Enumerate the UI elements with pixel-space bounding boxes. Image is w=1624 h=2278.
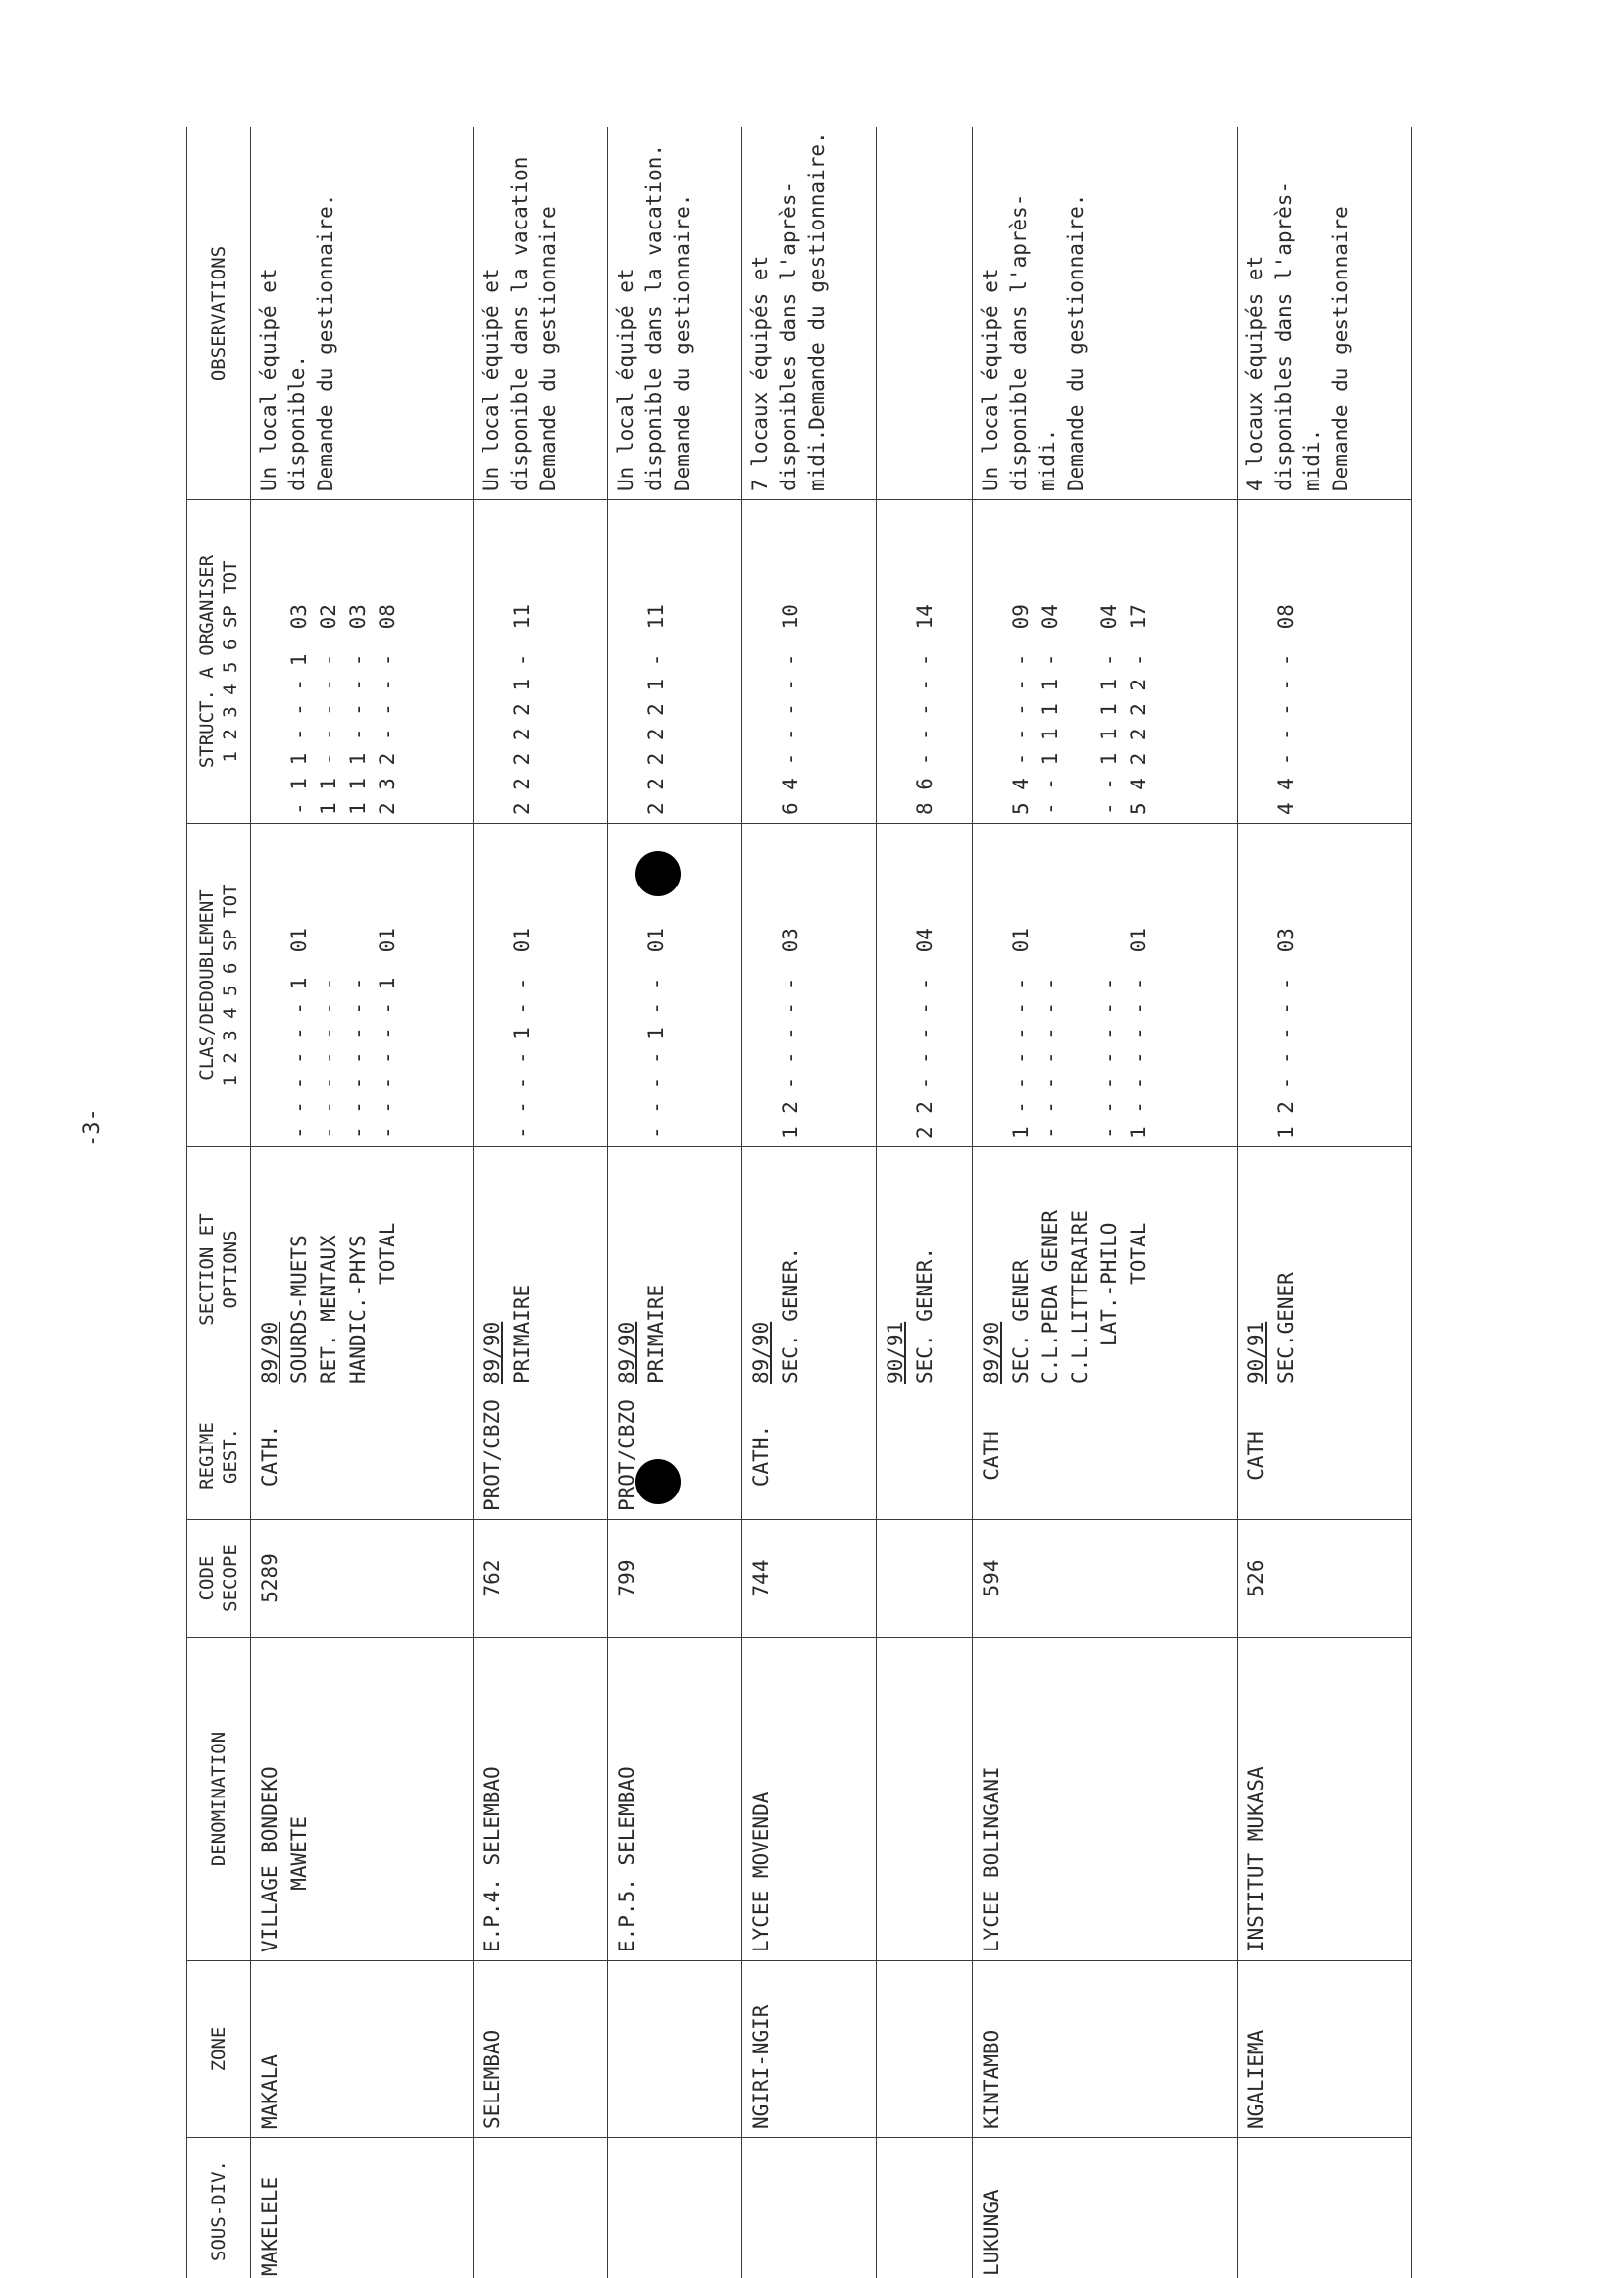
- struct-values: 5 4 - - - - - 09 - - 1 1 1 1 - 04 - - 1 1 1 1 - 04 5 4 2 2 2 2 - 17: [1009, 604, 1151, 815]
- cell-denomination: LYCEE BOLINGANI: [973, 1638, 1238, 1961]
- year-spacer: [1242, 832, 1271, 1139]
- cell-denomination: VILLAGE BONDEKO MAWETE: [251, 1638, 474, 1961]
- section-list: PRIMAIRE: [643, 1284, 668, 1384]
- clas-values: 1 2 - - - - - 03: [1273, 928, 1297, 1139]
- cell-section: [473, 1147, 607, 1392]
- cell-zone: SELEMBAO: [473, 1961, 607, 2138]
- year-spacer: [1242, 508, 1271, 815]
- header-struct: STRUCT. A ORGANISER 1 2 3 4 5 6 SP TOT: [187, 500, 251, 824]
- year-label: 89/90: [258, 1321, 281, 1384]
- clas-values: - - - - 1 - - 01: [509, 928, 533, 1139]
- cell-section: [607, 1147, 741, 1392]
- year-label: 89/90: [748, 1321, 773, 1384]
- clas-values: 2 2 - - - - - 04: [912, 928, 937, 1139]
- table-row: [607, 127, 741, 2278]
- cell-clas: [607, 824, 741, 1147]
- year-label: 89/90: [980, 1321, 1004, 1384]
- struct-values: 4 4 - - - - - 08: [1273, 604, 1297, 815]
- header-sous-div: SOUS-DIV.: [187, 2138, 251, 2278]
- year-spacer: [478, 832, 507, 1139]
- cell-code: 594: [973, 1520, 1238, 1638]
- header-obs: OBSERVATIONS: [187, 127, 251, 500]
- cell-denomination: E.P.4. SELEMBAO: [473, 1638, 607, 1961]
- cell-struct: [251, 500, 474, 824]
- table-row: [1237, 127, 1411, 2278]
- cell-section: [251, 1147, 474, 1392]
- cell-observations: 4 locaux équipés et disponibles dans l'après- midi. Demande du gestionnaire: [1237, 127, 1411, 500]
- cell-zone: MAKALA: [251, 1961, 474, 2138]
- year-label: 89/90: [614, 1321, 638, 1384]
- cell-denomination: INSTITUT MUKASA: [1237, 1638, 1411, 1961]
- cell-regime: [876, 1392, 972, 1520]
- cell-section: [741, 1147, 876, 1392]
- cell-sous-div: LUKUNGA: [973, 2138, 1238, 2278]
- cell-regime: CATH.: [741, 1392, 876, 1520]
- table-row: [876, 127, 972, 2278]
- cell-sous-div: [1237, 2138, 1411, 2278]
- school-table: [186, 127, 1412, 2278]
- cell-code: 744: [741, 1520, 876, 1638]
- cell-clas: [876, 824, 972, 1147]
- struct-values: - 1 1 - - - 1 03 1 1 - - - - - 02 1 1 1 - - - - 03 2 3 2 - - - - 08: [287, 604, 399, 815]
- year-label: 90/91: [1243, 1321, 1268, 1384]
- table-row: [741, 127, 876, 2278]
- cell-code: 526: [1237, 1520, 1411, 1638]
- cell-struct: [607, 500, 741, 824]
- cell-clas: [473, 824, 607, 1147]
- struct-values: 6 4 - - - - - 10: [778, 604, 802, 815]
- header-zone: ZONE: [187, 1961, 251, 2138]
- header-section: SECTION ET OPTIONS: [187, 1147, 251, 1392]
- year-spacer: [977, 508, 1006, 815]
- cell-zone: [607, 1961, 741, 2138]
- section-list: SEC. GENER.: [778, 1246, 802, 1384]
- cell-code: 762: [473, 1520, 607, 1638]
- cell-section: [973, 1147, 1238, 1392]
- year-spacer: [746, 508, 776, 815]
- struct-values: 8 6 - - - - - 14: [912, 604, 937, 815]
- year-spacer: [746, 832, 776, 1139]
- cell-observations: 7 locaux équipés et disponibles dans l'après- midi.Demande du gestionnaire.: [741, 127, 876, 500]
- table-row: [251, 127, 474, 2278]
- cell-section: [876, 1147, 972, 1392]
- cell-observations: Un local équipé et disponible dans la vacation. Demande du gestionnaire.: [607, 127, 741, 500]
- section-list: SEC. GENER C.L.PEDA GENER C.L.LITTERAIRE LAT.-PHILO TOTAL: [1009, 1209, 1151, 1384]
- cell-observations: Un local équipé et disponible dans l'après- midi. Demande du gestionnaire.: [973, 127, 1238, 500]
- cell-code: [876, 1520, 972, 1638]
- cell-clas: [973, 824, 1238, 1147]
- cell-clas: [1237, 824, 1411, 1147]
- cell-zone: NGALIEMA: [1237, 1961, 1411, 2138]
- cell-denomination: LYCEE MOVENDA: [741, 1638, 876, 1961]
- cell-sous-div: [876, 2138, 972, 2278]
- cell-struct: [973, 500, 1238, 824]
- cell-regime: PROT/CBZO: [607, 1392, 741, 1520]
- table-row: [473, 127, 607, 2278]
- cell-zone: NGIRI-NGIR: [741, 1961, 876, 2138]
- cell-clas: [741, 824, 876, 1147]
- cell-denomination: E.P.5. SELEMBAO: [607, 1638, 741, 1961]
- year-spacer: [255, 508, 284, 815]
- header-code: CODE SECOPE: [187, 1520, 251, 1638]
- clas-values: - - - - 1 - - 01: [643, 928, 668, 1139]
- cell-clas: [251, 824, 474, 1147]
- cell-struct: [473, 500, 607, 824]
- cell-section: [1237, 1147, 1411, 1392]
- cell-regime: PROT/CBZO: [473, 1392, 607, 1520]
- cell-code: 5289: [251, 1520, 474, 1638]
- cell-denomination: [876, 1638, 972, 1961]
- cell-regime: CATH: [1237, 1392, 1411, 1520]
- cell-sous-div: MAKELELE: [251, 2138, 474, 2278]
- header-regime: REGIME GEST.: [187, 1392, 251, 1520]
- cell-regime: CATH: [973, 1392, 1238, 1520]
- clas-values: - - - - - - 1 01 - - - - - - - - - - - - - - - - - - - - 1 01: [287, 928, 399, 1139]
- cell-observations: Un local équipé et disponible. Demande du gestionnaire.: [251, 127, 474, 500]
- year-spacer: [255, 832, 284, 1139]
- cell-struct: [876, 500, 972, 824]
- cell-struct: [1237, 500, 1411, 824]
- clas-values: 1 2 - - - - - 03: [778, 928, 802, 1139]
- year-label: 89/90: [480, 1321, 504, 1384]
- cell-zone: [876, 1961, 972, 2138]
- clas-values: 1 - - - - - - 01 - - - - - - - - - - - - - - 1 - - - - - - 01: [1009, 928, 1151, 1139]
- cell-observations: [876, 127, 972, 500]
- year-spacer: [977, 832, 1006, 1139]
- section-list: PRIMAIRE: [509, 1284, 533, 1384]
- page-number: -3-: [80, 1108, 105, 1147]
- cell-sous-div: [741, 2138, 876, 2278]
- header-clas: CLAS/DEDOUBLEMENT 1 2 3 4 5 6 SP TOT: [187, 824, 251, 1147]
- year-spacer: [881, 832, 910, 1139]
- cell-regime: CATH.: [251, 1392, 474, 1520]
- cell-struct: [741, 500, 876, 824]
- header-denomination: DENOMINATION: [187, 1638, 251, 1961]
- section-list: SEC. GENER.: [912, 1246, 937, 1384]
- struct-values: 2 2 2 2 2 1 - 11: [643, 604, 668, 815]
- year-spacer: [881, 508, 910, 815]
- cell-sous-div: [607, 2138, 741, 2278]
- year-spacer: [478, 508, 507, 815]
- cell-observations: Un local équipé et disponible dans la vacation Demande du gestionnaire: [473, 127, 607, 500]
- rotated-table-container: [186, 127, 1412, 2278]
- table-row: [973, 127, 1238, 2278]
- cell-sous-div: [473, 2138, 607, 2278]
- year-spacer: [612, 508, 641, 815]
- struct-values: 2 2 2 2 2 1 - 11: [509, 604, 533, 815]
- section-list: SOURDS-MUETS RET. MENTAUX HANDIC.-PHYS TOTAL: [287, 1222, 399, 1384]
- section-list: SEC.GENER: [1273, 1272, 1297, 1384]
- cell-code: 799: [607, 1520, 741, 1638]
- header-row: [187, 127, 251, 2278]
- cell-zone: KINTAMBO: [973, 1961, 1238, 2138]
- year-spacer: [612, 832, 641, 1139]
- year-label: 90/91: [883, 1321, 907, 1384]
